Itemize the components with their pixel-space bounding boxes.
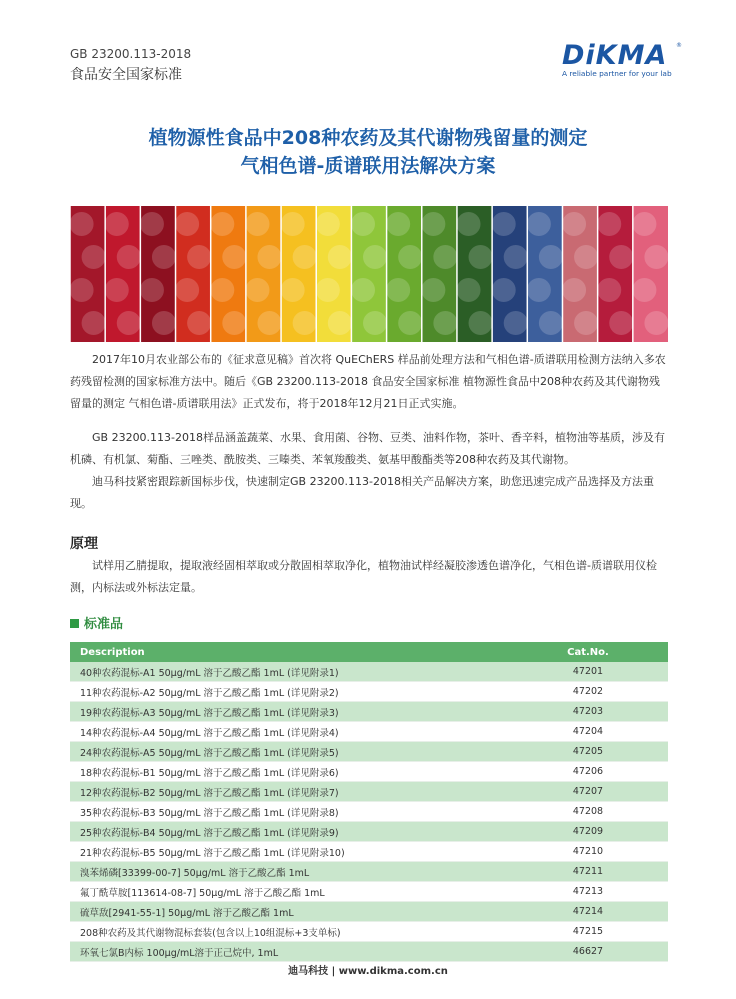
catalog-number: 47208 [508, 802, 668, 822]
produce-highlight [351, 212, 375, 236]
table-row [70, 722, 668, 742]
produce-highlight [70, 278, 94, 302]
produce-highlight [562, 212, 586, 236]
product-description: 208种农药及其代谢物混标套装(包含以上10组混标+3支单标) [70, 922, 508, 942]
produce-highlight [527, 212, 551, 236]
produce-highlight [363, 245, 387, 269]
produce-highlight [293, 311, 317, 335]
table-row [70, 862, 668, 882]
product-description: 21种农药混标-B5 50μg/mL 溶于乙酸乙酯 1mL (详见附录10) [70, 842, 508, 862]
produce-highlight [210, 278, 234, 302]
registered-mark: ® [676, 42, 682, 49]
table-row [70, 782, 668, 802]
produce-highlight [281, 278, 305, 302]
table-row [70, 702, 668, 722]
catalog-number: 47206 [508, 762, 668, 782]
produce-highlight [609, 311, 633, 335]
produce-highlight [140, 278, 164, 302]
table-row [70, 882, 668, 902]
produce-highlight [245, 278, 269, 302]
product-description: 14种农药混标-A4 50μg/mL 溶于乙酸乙酯 1mL (详见附录4) [70, 722, 508, 742]
product-description: 40种农药混标-A1 50μg/mL 溶于乙酸乙酯 1mL (详见附录1) [70, 662, 508, 682]
standards-table [70, 642, 668, 962]
produce-highlight [492, 278, 516, 302]
catalog-number: 47209 [508, 822, 668, 842]
table-row [70, 902, 668, 922]
produce-highlight [257, 245, 281, 269]
produce-highlight [469, 311, 493, 335]
produce-highlight [597, 278, 621, 302]
produce-highlight [328, 311, 352, 335]
product-description: 35种农药混标-B3 50μg/mL 溶于乙酸乙酯 1mL (详见附录8) [70, 802, 508, 822]
produce-highlight [421, 212, 445, 236]
produce-highlight [492, 212, 516, 236]
produce-highlight [175, 212, 199, 236]
produce-highlight [351, 278, 375, 302]
produce-highlight [504, 311, 528, 335]
produce-banner-image [70, 206, 668, 342]
produce-highlight [562, 278, 586, 302]
catalog-number: 47207 [508, 782, 668, 802]
catalog-number: 47214 [508, 902, 668, 922]
catalog-number: 47205 [508, 742, 668, 762]
produce-highlight [386, 278, 410, 302]
produce-highlight [644, 311, 668, 335]
principle-heading: 原理 [70, 536, 98, 552]
catalog-number: 47213 [508, 882, 668, 902]
product-description: 11种农药混标-A2 50μg/mL 溶于乙酸乙酯 1mL (详见附录2) [70, 682, 508, 702]
table-row [70, 662, 668, 682]
produce-highlight [316, 278, 340, 302]
produce-highlight [328, 245, 352, 269]
catalog-number: 47204 [508, 722, 668, 742]
dikma-logo [562, 40, 692, 82]
produce-highlight [574, 311, 598, 335]
produce-highlight [457, 278, 481, 302]
produce-highlight [632, 278, 656, 302]
produce-highlight [105, 278, 129, 302]
produce-highlight [433, 311, 457, 335]
product-description: 18种农药混标-B1 50μg/mL 溶于乙酸乙酯 1mL (详见附录6) [70, 762, 508, 782]
produce-highlight [597, 212, 621, 236]
produce-highlight [210, 212, 234, 236]
page-title-line2: 气相色谱-质谱联用法解决方案 [240, 155, 496, 177]
produce-highlight [70, 212, 94, 236]
logo-word: DiKMA [562, 40, 668, 71]
table-row [70, 802, 668, 822]
column-header-description: Description [70, 642, 508, 662]
produce-highlight [539, 245, 563, 269]
produce-highlight [117, 311, 141, 335]
produce-highlight [82, 245, 106, 269]
produce-highlight [504, 245, 528, 269]
produce-highlight [574, 245, 598, 269]
product-description: 氟丁酰草胺[113614-08-7] 50μg/mL 溶于乙酸乙酯 1mL [70, 882, 508, 902]
principle-text: 试样用乙腈提取，提取液经固相萃取或分散固相萃取净化，植物油试样经凝胶渗透色谱净化，气相色谱-质谱联用仪检测，内标法或外标法定量。 [70, 559, 657, 594]
square-bullet-icon [70, 619, 79, 628]
product-description: 12种农药混标-B2 50μg/mL 溶于乙酸乙酯 1mL (详见附录7) [70, 782, 508, 802]
produce-highlight [152, 311, 176, 335]
produce-highlight [457, 212, 481, 236]
produce-highlight [187, 245, 211, 269]
produce-highlight [527, 278, 551, 302]
produce-highlight [245, 212, 269, 236]
catalog-number: 47215 [508, 922, 668, 942]
product-description: 24种农药混标-A5 50μg/mL 溶于乙酸乙酯 1mL (详见附录5) [70, 742, 508, 762]
produce-highlight [152, 245, 176, 269]
produce-highlight [140, 212, 164, 236]
table-row [70, 822, 668, 842]
table-row [70, 762, 668, 782]
standard-number: GB 23200.113-2018 [70, 47, 192, 61]
produce-highlight [421, 278, 445, 302]
produce-highlight [644, 245, 668, 269]
table-row [70, 942, 668, 962]
footer-company-url: 迪马科技 | www.dikma.com.cn [288, 966, 448, 977]
produce-highlight [257, 311, 281, 335]
logo-tagline: A reliable partner for your lab [562, 69, 672, 78]
produce-highlight [398, 311, 422, 335]
catalog-number: 47202 [508, 682, 668, 702]
product-description: 19种农药混标-A3 50μg/mL 溶于乙酸乙酯 1mL (详见附录3) [70, 702, 508, 722]
produce-highlight [117, 245, 141, 269]
standards-heading: 标准品 [70, 613, 123, 632]
produce-highlight [398, 245, 422, 269]
table-row [70, 842, 668, 862]
table-row [70, 682, 668, 702]
produce-highlight [187, 311, 211, 335]
intro-paragraph-1: 2017年10月农业部公布的《征求意见稿》首次将 QuEChERS 样品前处理方法和气相色谱-质谱联用检测方法纳入多农药残留检测的国家标准方法中。随后《GB 23200.113-2018 食品安全国家标准 植物源性食品中208种农药及其代谢物残留量的测定 气相色谱-质谱联用法》正式发布，将于2018年12月21日正式实施。 [70, 353, 666, 410]
product-description: 硫草敌[2941-55-1] 50μg/mL 溶于乙酸乙酯 1mL [70, 902, 508, 922]
produce-highlight [105, 212, 129, 236]
produce-highlight [386, 212, 410, 236]
product-description: 溴苯烯磷[33399-00-7] 50μg/mL 溶于乙酸乙酯 1mL [70, 862, 508, 882]
produce-highlight [222, 311, 246, 335]
standard-name: 食品安全国家标准 [70, 67, 182, 83]
intro-paragraph-2: GB 23200.113-2018样品涵盖蔬菜、水果、食用菌、谷物、豆类、油料作物，茶叶、香辛料，植物油等基质，涉及有机磷、有机氯、菊酯、三唑类、酰胺类、三嗪类、苯氧羧酸类、氨基甲酸酯类等208种农药及其代谢物。 [70, 431, 666, 466]
column-header-cat-no: Cat.No. [508, 642, 668, 662]
produce-highlight [222, 245, 246, 269]
product-description: 25种农药混标-B4 50μg/mL 溶于乙酸乙酯 1mL (详见附录9) [70, 822, 508, 842]
table-row [70, 742, 668, 762]
catalog-number: 47211 [508, 862, 668, 882]
catalog-number: 47210 [508, 842, 668, 862]
produce-highlight [609, 245, 633, 269]
produce-highlight [316, 212, 340, 236]
produce-highlight [363, 311, 387, 335]
catalog-number: 46627 [508, 942, 668, 962]
produce-highlight [632, 212, 656, 236]
produce-highlight [433, 245, 457, 269]
produce-highlight [175, 278, 199, 302]
catalog-number: 47201 [508, 662, 668, 682]
produce-highlight [293, 245, 317, 269]
produce-highlight [82, 311, 106, 335]
page-title-line1: 植物源性食品中208种农药及其代谢物残留量的测定 [148, 127, 588, 149]
table-row [70, 922, 668, 942]
intro-paragraph-3: 迪马科技紧密跟踪新国标步伐，快速制定GB 23200.113-2018相关产品解决方案，助您迅速完成产品选择及方法重现。 [70, 475, 655, 510]
table-header-row [70, 642, 668, 662]
produce-highlight [469, 245, 493, 269]
catalog-number: 47203 [508, 702, 668, 722]
produce-highlight [281, 212, 305, 236]
product-description: 环氧七氯B内标 100μg/mL溶于正己烷中, 1mL [70, 942, 508, 962]
produce-highlight [539, 311, 563, 335]
